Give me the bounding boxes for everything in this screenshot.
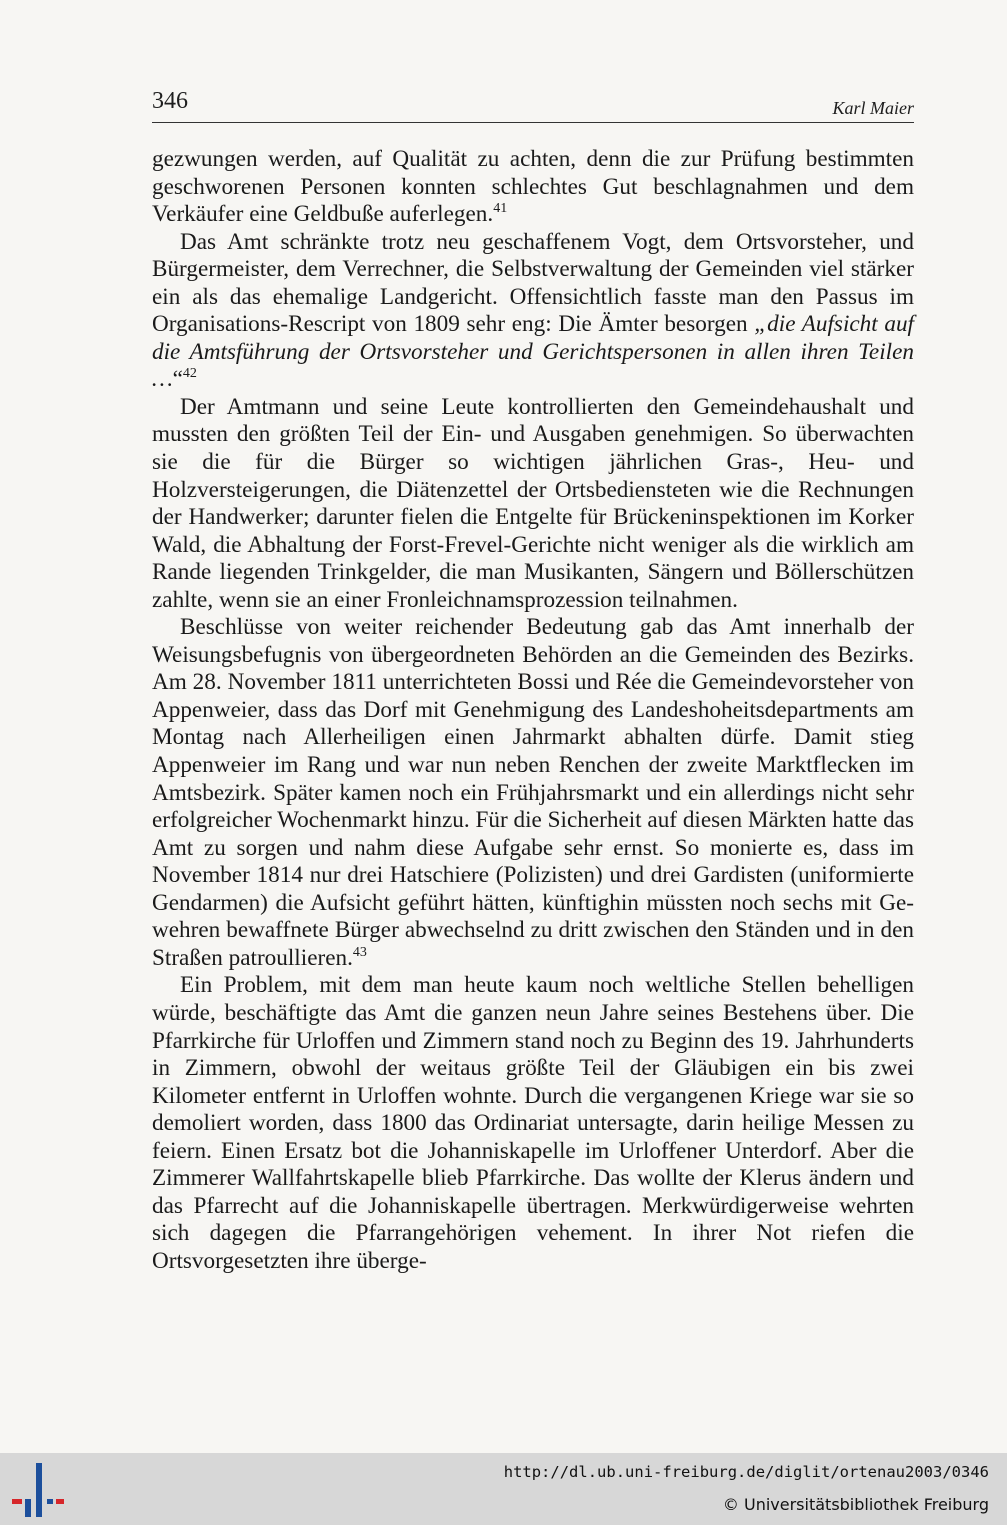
- paragraph-3: [152, 394, 914, 614]
- paragraph-2: [152, 229, 914, 394]
- page-header: [152, 88, 914, 123]
- source-url-link[interactable]: http://dl.ub.uni-freiburg.de/diglit/ortenau2003/0346: [503, 1463, 989, 1481]
- ub-freiburg-logo-icon: [12, 1463, 64, 1517]
- page-number: 346: [152, 88, 188, 114]
- paragraph-4: [152, 614, 914, 972]
- paragraph-1: [152, 146, 914, 229]
- paragraph-3-text: Der Amtmann und seine Leute kontrollierten den Gemeindehaushalt und mussten den größten Teil der Ein- und Ausgaben genehmigen. So überwachten sie die für die Bürger so wichtigen jährlichen Gras-, Heu- und Holzversteigerungen, die Diätenzettel der Ortsbediensteten wie die Rechnungen der Handwerker; darunter fielen die Entgelte für Brückeninspektionen im Korker Wald, die Abhaltung der Forst-Frevel-Gerichte nicht weniger als die wirklich am Rande liegenden Trinkgelder, die man Musikanten, Sängern und Böllerschützen zahlte, wenn sie an einer Fronleichnamsprozession teilnahmen.: [152, 393, 914, 613]
- footnote-ref-43: 43: [352, 944, 367, 960]
- quotation: „die Aufsicht auf die Amtsführung der Ortsvorsteher und Gerichtspersonen in allen ihren Teilen …: [152, 311, 914, 393]
- footer-bar: [0, 1453, 1007, 1525]
- footnote-ref-42: 42: [182, 366, 197, 382]
- paragraph-2-text: Das Amt schränkte trotz neu geschaffenem Vogt, dem Ortsvorsteher, und Bürgermeister, dem Verrechner, die Selbstverwaltung der Gemeinden viel stärker ein als das ehemalige Landgericht. Offensichtlich fasste man den Passus im Organisations-Rescript von 1809 sehr eng: Die Ämter besorgen: [152, 228, 914, 338]
- quotation-close: “: [172, 366, 183, 393]
- body-text: [152, 146, 914, 1275]
- paragraph-5-text: Ein Problem, mit dem man heute kaum noch weltliche Stellen behelligen würde, beschäftigte das Amt die ganzen neun Jahre seines Bestehens über. Die Pfarrkirche für Urloffen und Zimmern stand noch zu Beginn des 19. Jahrhunderts in Zimmern, obwohl der weitaus größte Teil der Gläubigen ein bis zwei Kilometer entfernt in Urloffen wohnte. Durch die vergangenen Kriege war sie so demoliert worden, dass 1800 das Ordinariat untersagte, darin heilige Messen zu feiern. Einen Ersatz bot die Johanniskapelle im Urloffener Unterdorf. Aber die Zimmerer Wallfahrtskapelle blieb Pfarrkirche. Das wollte der Klerus ändern und das Pfarrecht auf die Johanniskapelle übertragen. Merkwürdigerweise wehrten sich dagegen die Pfarrangehörigen vehement. In ihrer Not riefen die Ortsvorgesetzten ihre überge-: [152, 972, 914, 1274]
- footnote-ref-41: 41: [493, 201, 508, 217]
- paragraph-5: [152, 972, 914, 1275]
- running-head: Karl Maier: [832, 98, 914, 118]
- copyright-notice: © Universitätsbibliothek Freiburg: [722, 1495, 989, 1514]
- paragraph-4-text: Beschlüsse von weiter reichender Bedeutung gab das Amt innerhalb der Weisungsbefugnis von übergeordneten Behörden an die Gemeinden des Bezirks. Am 28. November 1811 unterrichteten Bossi und Rée die Gemeindevorsteher von Appenweier, dass das Dorf mit Genehmigung des Landeshoheitsdepartments am Montag nach Allerheiligen einen Jahrmarkt abhalten dürfe. Damit stieg Appenweier im Rang und war nun neben Renchen der zweite Marktflecken im Amtsbezirk. Später kamen noch ein Frühjahrsmarkt und ein allerdings nicht sehr erfolgreicher Wochenmarkt hinzu. Für die Sicherheit auf diesen Märkten hatte das Amt zu sorgen und nahm diese Aufgabe sehr ernst. So monierte es, dass im November 1814 nur drei Hatschiere (Polizisten) und drei Gardisten (uniformierte Gendarmen) die Aufsicht geführt hätten, künftighin müssten noch sechs mit Gewehren bewaffnete Bürger abwechselnd zu dritt zwischen den Ständen und in den Straßen patroullieren.: [152, 614, 914, 971]
- paragraph-1-text: gezwungen werden, auf Qualität zu achten, denn die zur Prüfung bestimmten geschworenen Personen konnten schlechtes Gut beschlagnahmen und dem Verkäufer eine Geldbuße auferlegen.: [152, 146, 914, 228]
